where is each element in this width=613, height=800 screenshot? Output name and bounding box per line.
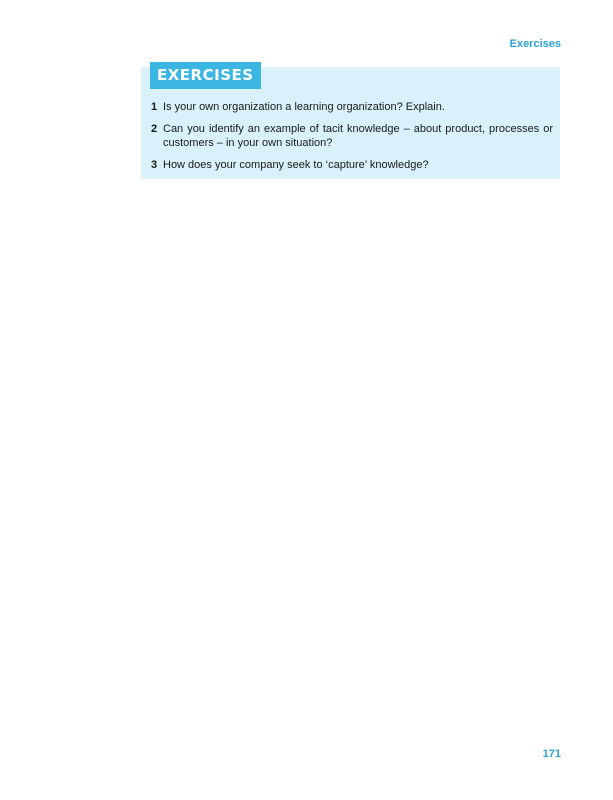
exercise-question-list [151, 100, 553, 180]
exercise-question [151, 158, 553, 172]
exercise-question [151, 100, 553, 114]
question-number: 2 [151, 123, 158, 135]
running-header: Exercises [509, 38, 561, 50]
exercise-question [151, 122, 553, 150]
exercises-heading: EXERCISES [150, 62, 261, 89]
page-number: 171 [542, 748, 561, 760]
question-text: How does your company seek to ‘capture’ knowledge? [163, 159, 429, 171]
question-text: Can you identify an example of tacit knowledge – about product, processes or customers – in your own situation? [163, 123, 553, 149]
question-number: 1 [151, 101, 158, 113]
question-text: Is your own organization a learning organization? Explain. [163, 101, 445, 113]
question-number: 3 [151, 159, 158, 171]
